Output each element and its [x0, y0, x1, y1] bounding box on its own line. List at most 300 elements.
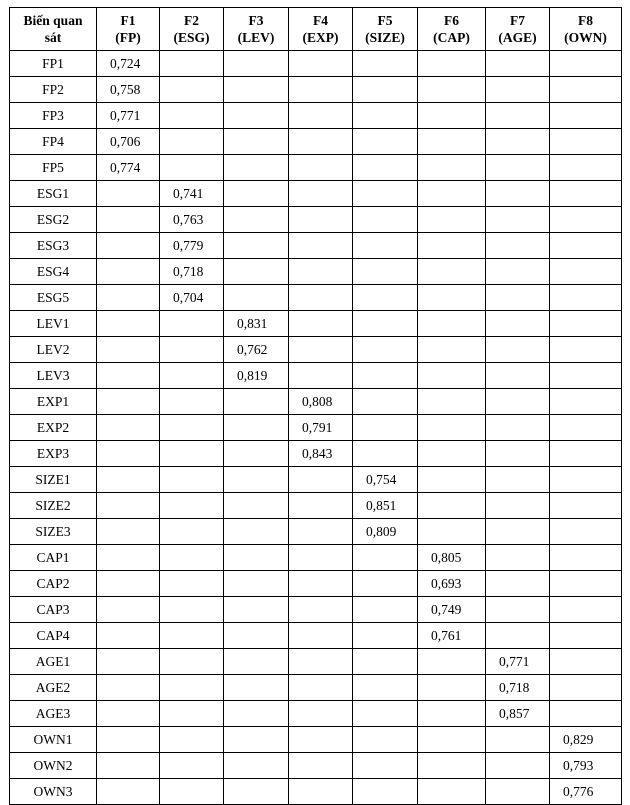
loading-cell: 0,693 — [418, 571, 486, 597]
empty-cell — [486, 571, 550, 597]
header-line1: F6 — [444, 13, 459, 28]
empty-cell — [550, 103, 622, 129]
empty-cell — [224, 623, 289, 649]
empty-cell — [550, 441, 622, 467]
header-line2: (EXP) — [302, 30, 339, 45]
table-row — [10, 207, 622, 233]
empty-cell — [353, 155, 418, 181]
empty-cell — [486, 779, 550, 805]
empty-cell — [97, 623, 160, 649]
header-factor-4 — [289, 8, 353, 51]
empty-cell — [486, 389, 550, 415]
variable-cell: ESG4 — [10, 259, 97, 285]
table-row — [10, 727, 622, 753]
empty-cell — [289, 727, 353, 753]
empty-cell — [289, 77, 353, 103]
empty-cell — [97, 727, 160, 753]
loading-cell: 0,829 — [550, 727, 622, 753]
table-row — [10, 389, 622, 415]
empty-cell — [289, 701, 353, 727]
empty-cell — [160, 779, 224, 805]
empty-cell — [353, 623, 418, 649]
table-row — [10, 519, 622, 545]
table-row — [10, 103, 622, 129]
empty-cell — [418, 493, 486, 519]
empty-cell — [418, 363, 486, 389]
variable-cell: CAP4 — [10, 623, 97, 649]
variable-cell: ESG2 — [10, 207, 97, 233]
header-line2: (SIZE) — [365, 30, 405, 45]
empty-cell — [418, 155, 486, 181]
empty-cell — [418, 285, 486, 311]
empty-cell — [289, 285, 353, 311]
empty-cell — [97, 675, 160, 701]
empty-cell — [486, 519, 550, 545]
header-factor-6 — [418, 8, 486, 51]
empty-cell — [160, 389, 224, 415]
variable-cell: OWN2 — [10, 753, 97, 779]
empty-cell — [353, 701, 418, 727]
empty-cell — [224, 155, 289, 181]
empty-cell — [289, 259, 353, 285]
table-row — [10, 77, 622, 103]
empty-cell — [224, 103, 289, 129]
empty-cell — [550, 701, 622, 727]
empty-cell — [289, 129, 353, 155]
empty-cell — [550, 311, 622, 337]
empty-cell — [486, 753, 550, 779]
empty-cell — [418, 467, 486, 493]
empty-cell — [418, 415, 486, 441]
header-line2: sát — [44, 30, 62, 45]
empty-cell — [289, 571, 353, 597]
empty-cell — [289, 519, 353, 545]
factor-loading-table — [9, 7, 622, 805]
empty-cell — [353, 545, 418, 571]
header-factor-7 — [486, 8, 550, 51]
table-row — [10, 701, 622, 727]
empty-cell — [289, 753, 353, 779]
empty-cell — [550, 415, 622, 441]
empty-cell — [353, 51, 418, 77]
empty-cell — [97, 753, 160, 779]
header-line2: (LEV) — [237, 30, 275, 45]
empty-cell — [160, 519, 224, 545]
loading-cell: 0,771 — [97, 103, 160, 129]
empty-cell — [353, 233, 418, 259]
empty-cell — [550, 649, 622, 675]
empty-cell — [160, 727, 224, 753]
empty-cell — [289, 181, 353, 207]
table-row — [10, 779, 622, 805]
empty-cell — [418, 103, 486, 129]
empty-cell — [486, 441, 550, 467]
empty-cell — [353, 597, 418, 623]
empty-cell — [418, 207, 486, 233]
empty-cell — [550, 571, 622, 597]
header-line2: (OWN) — [564, 30, 607, 45]
empty-cell — [160, 129, 224, 155]
variable-cell: ESG3 — [10, 233, 97, 259]
header-line1: F5 — [377, 13, 393, 28]
empty-cell — [353, 779, 418, 805]
variable-cell: EXP2 — [10, 415, 97, 441]
loading-cell: 0,763 — [160, 207, 224, 233]
empty-cell — [353, 285, 418, 311]
empty-cell — [353, 571, 418, 597]
empty-cell — [486, 207, 550, 233]
empty-cell — [418, 77, 486, 103]
loading-cell: 0,809 — [353, 519, 418, 545]
empty-cell — [97, 545, 160, 571]
empty-cell — [353, 675, 418, 701]
table-row — [10, 181, 622, 207]
empty-cell — [224, 597, 289, 623]
loading-cell: 0,762 — [224, 337, 289, 363]
table-row — [10, 129, 622, 155]
empty-cell — [550, 545, 622, 571]
empty-cell — [486, 285, 550, 311]
loading-cell: 0,724 — [97, 51, 160, 77]
empty-cell — [418, 181, 486, 207]
empty-cell — [224, 675, 289, 701]
empty-cell — [289, 233, 353, 259]
empty-cell — [550, 181, 622, 207]
header-factor-5 — [353, 8, 418, 51]
empty-cell — [160, 675, 224, 701]
empty-cell — [160, 441, 224, 467]
empty-cell — [224, 77, 289, 103]
empty-cell — [224, 129, 289, 155]
empty-cell — [160, 753, 224, 779]
header-line1: F1 — [120, 13, 136, 28]
empty-cell — [224, 701, 289, 727]
variable-cell: FP5 — [10, 155, 97, 181]
variable-cell: OWN1 — [10, 727, 97, 753]
empty-cell — [289, 51, 353, 77]
loading-cell: 0,805 — [418, 545, 486, 571]
variable-cell: ESG5 — [10, 285, 97, 311]
empty-cell — [224, 753, 289, 779]
header-factor-8 — [550, 8, 622, 51]
empty-cell — [224, 389, 289, 415]
table-row — [10, 623, 622, 649]
empty-cell — [97, 363, 160, 389]
empty-cell — [550, 207, 622, 233]
empty-cell — [550, 389, 622, 415]
empty-cell — [160, 493, 224, 519]
empty-cell — [418, 779, 486, 805]
loading-cell: 0,857 — [486, 701, 550, 727]
empty-cell — [160, 701, 224, 727]
empty-cell — [224, 259, 289, 285]
empty-cell — [550, 129, 622, 155]
empty-cell — [224, 233, 289, 259]
variable-cell: ESG1 — [10, 181, 97, 207]
empty-cell — [353, 259, 418, 285]
table-row — [10, 753, 622, 779]
variable-cell: SIZE3 — [10, 519, 97, 545]
loading-cell: 0,774 — [97, 155, 160, 181]
variable-cell: SIZE1 — [10, 467, 97, 493]
variable-cell: AGE3 — [10, 701, 97, 727]
empty-cell — [550, 51, 622, 77]
loading-cell: 0,791 — [289, 415, 353, 441]
loading-cell: 0,749 — [418, 597, 486, 623]
empty-cell — [289, 623, 353, 649]
loading-cell: 0,704 — [160, 285, 224, 311]
loading-cell: 0,793 — [550, 753, 622, 779]
empty-cell — [550, 467, 622, 493]
table-row — [10, 571, 622, 597]
variable-cell: OWN3 — [10, 779, 97, 805]
empty-cell — [97, 493, 160, 519]
empty-cell — [486, 233, 550, 259]
empty-cell — [160, 363, 224, 389]
empty-cell — [224, 415, 289, 441]
empty-cell — [353, 415, 418, 441]
empty-cell — [353, 207, 418, 233]
loading-cell: 0,779 — [160, 233, 224, 259]
empty-cell — [486, 259, 550, 285]
empty-cell — [418, 259, 486, 285]
loading-cell: 0,776 — [550, 779, 622, 805]
empty-cell — [418, 753, 486, 779]
empty-cell — [224, 207, 289, 233]
empty-cell — [486, 129, 550, 155]
header-line1: F2 — [184, 13, 199, 28]
table-row — [10, 285, 622, 311]
empty-cell — [486, 51, 550, 77]
empty-cell — [550, 285, 622, 311]
header-factor-2 — [160, 8, 224, 51]
empty-cell — [97, 779, 160, 805]
empty-cell — [486, 597, 550, 623]
empty-cell — [289, 649, 353, 675]
table-row — [10, 545, 622, 571]
empty-cell — [97, 519, 160, 545]
table-row — [10, 311, 622, 337]
header-variable — [10, 8, 97, 51]
empty-cell — [289, 545, 353, 571]
empty-cell — [550, 519, 622, 545]
empty-cell — [418, 649, 486, 675]
table-body — [10, 51, 622, 805]
empty-cell — [418, 337, 486, 363]
variable-cell: CAP1 — [10, 545, 97, 571]
loading-cell: 0,718 — [160, 259, 224, 285]
empty-cell — [353, 77, 418, 103]
variable-cell: AGE2 — [10, 675, 97, 701]
header-line2: (AGE) — [498, 30, 537, 45]
header-factor-3 — [224, 8, 289, 51]
table-row — [10, 597, 622, 623]
empty-cell — [550, 623, 622, 649]
table-row — [10, 467, 622, 493]
header-line2: (ESG) — [173, 30, 210, 45]
variable-cell: CAP3 — [10, 597, 97, 623]
empty-cell — [550, 363, 622, 389]
empty-cell — [224, 545, 289, 571]
header-line2: (CAP) — [433, 30, 470, 45]
empty-cell — [97, 181, 160, 207]
empty-cell — [486, 545, 550, 571]
empty-cell — [550, 493, 622, 519]
loading-cell: 0,706 — [97, 129, 160, 155]
empty-cell — [486, 155, 550, 181]
empty-cell — [289, 493, 353, 519]
header-line2: (FP) — [115, 30, 141, 45]
variable-cell: FP1 — [10, 51, 97, 77]
empty-cell — [353, 337, 418, 363]
empty-cell — [486, 623, 550, 649]
empty-cell — [97, 467, 160, 493]
empty-cell — [550, 233, 622, 259]
empty-cell — [550, 259, 622, 285]
empty-cell — [353, 753, 418, 779]
empty-cell — [224, 441, 289, 467]
empty-cell — [418, 727, 486, 753]
empty-cell — [418, 675, 486, 701]
empty-cell — [289, 155, 353, 181]
variable-cell: SIZE2 — [10, 493, 97, 519]
empty-cell — [418, 441, 486, 467]
empty-cell — [486, 363, 550, 389]
empty-cell — [224, 519, 289, 545]
table-row — [10, 155, 622, 181]
variable-cell: FP2 — [10, 77, 97, 103]
empty-cell — [224, 51, 289, 77]
empty-cell — [97, 597, 160, 623]
empty-cell — [418, 311, 486, 337]
empty-cell — [224, 285, 289, 311]
loading-cell: 0,754 — [353, 467, 418, 493]
empty-cell — [224, 649, 289, 675]
empty-cell — [353, 103, 418, 129]
empty-cell — [353, 129, 418, 155]
empty-cell — [289, 207, 353, 233]
table-row — [10, 233, 622, 259]
variable-cell: FP4 — [10, 129, 97, 155]
empty-cell — [486, 337, 550, 363]
empty-cell — [550, 155, 622, 181]
empty-cell — [418, 519, 486, 545]
empty-cell — [353, 441, 418, 467]
empty-cell — [160, 545, 224, 571]
empty-cell — [486, 103, 550, 129]
header-line1: F3 — [248, 13, 264, 28]
empty-cell — [289, 363, 353, 389]
empty-cell — [160, 597, 224, 623]
variable-cell: FP3 — [10, 103, 97, 129]
empty-cell — [224, 467, 289, 493]
empty-cell — [160, 77, 224, 103]
empty-cell — [486, 727, 550, 753]
variable-cell: LEV1 — [10, 311, 97, 337]
empty-cell — [353, 181, 418, 207]
empty-cell — [289, 779, 353, 805]
empty-cell — [160, 311, 224, 337]
empty-cell — [97, 389, 160, 415]
empty-cell — [160, 103, 224, 129]
loading-cell: 0,851 — [353, 493, 418, 519]
table-row — [10, 441, 622, 467]
empty-cell — [289, 467, 353, 493]
variable-cell: EXP1 — [10, 389, 97, 415]
table-row — [10, 675, 622, 701]
empty-cell — [418, 51, 486, 77]
empty-cell — [224, 181, 289, 207]
empty-cell — [97, 649, 160, 675]
empty-cell — [160, 51, 224, 77]
loading-cell: 0,843 — [289, 441, 353, 467]
empty-cell — [353, 311, 418, 337]
empty-cell — [486, 415, 550, 441]
empty-cell — [550, 337, 622, 363]
loading-cell: 0,819 — [224, 363, 289, 389]
empty-cell — [160, 623, 224, 649]
empty-cell — [224, 571, 289, 597]
empty-cell — [353, 727, 418, 753]
table-row — [10, 415, 622, 441]
header-line1: Biến quan — [23, 13, 83, 28]
empty-cell — [289, 675, 353, 701]
empty-cell — [160, 467, 224, 493]
table-row — [10, 337, 622, 363]
header-row — [10, 8, 622, 51]
empty-cell — [486, 181, 550, 207]
empty-cell — [486, 493, 550, 519]
variable-cell: CAP2 — [10, 571, 97, 597]
loading-cell: 0,761 — [418, 623, 486, 649]
empty-cell — [486, 77, 550, 103]
variable-cell: LEV3 — [10, 363, 97, 389]
table-row — [10, 363, 622, 389]
empty-cell — [353, 649, 418, 675]
empty-cell — [97, 415, 160, 441]
empty-cell — [353, 363, 418, 389]
empty-cell — [418, 129, 486, 155]
empty-cell — [486, 311, 550, 337]
loading-cell: 0,808 — [289, 389, 353, 415]
empty-cell — [289, 337, 353, 363]
empty-cell — [418, 389, 486, 415]
empty-cell — [550, 675, 622, 701]
table-row — [10, 51, 622, 77]
empty-cell — [353, 389, 418, 415]
empty-cell — [97, 259, 160, 285]
empty-cell — [97, 337, 160, 363]
empty-cell — [418, 233, 486, 259]
empty-cell — [289, 103, 353, 129]
empty-cell — [289, 597, 353, 623]
loading-cell: 0,758 — [97, 77, 160, 103]
empty-cell — [418, 701, 486, 727]
loading-cell: 0,718 — [486, 675, 550, 701]
empty-cell — [97, 571, 160, 597]
empty-cell — [97, 285, 160, 311]
empty-cell — [160, 337, 224, 363]
empty-cell — [224, 493, 289, 519]
header-line1: F4 — [313, 13, 328, 28]
empty-cell — [160, 571, 224, 597]
empty-cell — [97, 441, 160, 467]
empty-cell — [550, 597, 622, 623]
header-factor-1 — [97, 8, 160, 51]
table-row — [10, 259, 622, 285]
empty-cell — [160, 649, 224, 675]
header-line1: F8 — [578, 13, 593, 28]
